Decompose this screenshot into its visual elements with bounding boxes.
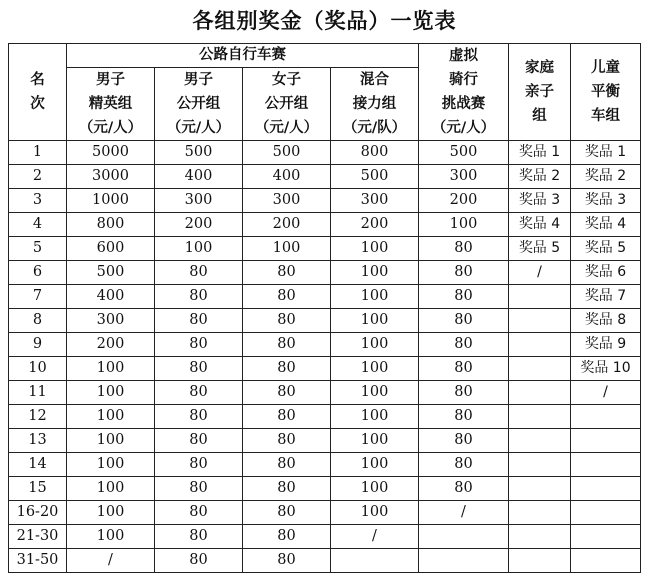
table-row	[9, 477, 641, 501]
cell-family	[509, 429, 571, 453]
cell-kids	[571, 429, 641, 453]
cell-rank: 21-30	[9, 525, 67, 549]
cell-men-elite: 400	[67, 285, 155, 309]
cell-mixed-relay	[331, 549, 419, 573]
table-row	[9, 237, 641, 261]
cell-virtual	[419, 525, 509, 549]
cell-women-open: 80	[243, 429, 331, 453]
cell-men-open: 80	[155, 453, 243, 477]
cell-virtual: 300	[419, 165, 509, 189]
cell-mixed-relay: 100	[331, 333, 419, 357]
cell-women-open: 80	[243, 381, 331, 405]
cell-mixed-relay: 100	[331, 237, 419, 261]
cell-men-open: 80	[155, 405, 243, 429]
cell-rank: 4	[9, 213, 67, 237]
cell-rank: 7	[9, 285, 67, 309]
cell-men-open: 80	[155, 261, 243, 285]
cell-virtual: /	[419, 501, 509, 525]
cell-men-elite: 300	[67, 309, 155, 333]
cell-kids: 奖品 6	[571, 261, 641, 285]
cell-kids	[571, 477, 641, 501]
cell-rank: 3	[9, 189, 67, 213]
cell-men-open: 80	[155, 549, 243, 573]
cell-kids	[571, 405, 641, 429]
header-road-group: 公路自行车赛	[67, 44, 419, 68]
cell-women-open: 500	[243, 141, 331, 165]
cell-kids: 奖品 2	[571, 165, 641, 189]
cell-mixed-relay: 200	[331, 213, 419, 237]
cell-mixed-relay: 100	[331, 357, 419, 381]
cell-family	[509, 525, 571, 549]
cell-rank: 8	[9, 309, 67, 333]
header-mixed-relay: 混合 接力组 （元/队）	[331, 68, 419, 141]
table-row	[9, 453, 641, 477]
cell-kids: 奖品 1	[571, 141, 641, 165]
cell-women-open: 80	[243, 405, 331, 429]
cell-mixed-relay: 100	[331, 477, 419, 501]
cell-kids: 奖品 4	[571, 213, 641, 237]
cell-mixed-relay: 100	[331, 261, 419, 285]
table-row	[9, 141, 641, 165]
cell-virtual	[419, 549, 509, 573]
cell-virtual: 80	[419, 285, 509, 309]
cell-rank: 14	[9, 453, 67, 477]
cell-men-elite: 600	[67, 237, 155, 261]
cell-kids	[571, 453, 641, 477]
cell-kids: /	[571, 381, 641, 405]
table-row	[9, 357, 641, 381]
cell-family	[509, 405, 571, 429]
cell-women-open: 80	[243, 261, 331, 285]
table-row	[9, 189, 641, 213]
cell-rank: 13	[9, 429, 67, 453]
cell-rank: 9	[9, 333, 67, 357]
cell-mixed-relay: 100	[331, 381, 419, 405]
cell-family	[509, 381, 571, 405]
cell-women-open: 200	[243, 213, 331, 237]
cell-virtual: 80	[419, 381, 509, 405]
cell-virtual: 80	[419, 405, 509, 429]
cell-virtual: 80	[419, 309, 509, 333]
cell-family	[509, 549, 571, 573]
cell-men-elite: /	[67, 549, 155, 573]
cell-men-open: 80	[155, 501, 243, 525]
cell-men-elite: 100	[67, 477, 155, 501]
cell-family: 奖品 2	[509, 165, 571, 189]
cell-family	[509, 285, 571, 309]
cell-family: 奖品 5	[509, 237, 571, 261]
cell-men-elite: 5000	[67, 141, 155, 165]
cell-men-elite: 100	[67, 381, 155, 405]
cell-family: /	[509, 261, 571, 285]
cell-family	[509, 309, 571, 333]
cell-women-open: 80	[243, 525, 331, 549]
cell-kids: 奖品 9	[571, 333, 641, 357]
cell-men-open: 80	[155, 477, 243, 501]
cell-rank: 1	[9, 141, 67, 165]
cell-rank: 15	[9, 477, 67, 501]
cell-virtual: 100	[419, 213, 509, 237]
cell-men-elite: 500	[67, 261, 155, 285]
cell-family	[509, 477, 571, 501]
cell-men-elite: 100	[67, 405, 155, 429]
cell-virtual: 80	[419, 357, 509, 381]
cell-family: 奖品 4	[509, 213, 571, 237]
cell-mixed-relay: 100	[331, 405, 419, 429]
cell-women-open: 80	[243, 309, 331, 333]
cell-men-open: 100	[155, 237, 243, 261]
cell-kids: 奖品 3	[571, 189, 641, 213]
cell-family	[509, 357, 571, 381]
header-virtual: 虚拟 骑行 挑战赛 （元/人）	[419, 44, 509, 141]
table-row	[9, 165, 641, 189]
cell-men-open: 80	[155, 285, 243, 309]
cell-rank: 12	[9, 405, 67, 429]
cell-men-elite: 100	[67, 525, 155, 549]
cell-mixed-relay: 500	[331, 165, 419, 189]
cell-women-open: 80	[243, 477, 331, 501]
cell-family: 奖品 1	[509, 141, 571, 165]
cell-family	[509, 453, 571, 477]
cell-rank: 31-50	[9, 549, 67, 573]
cell-virtual: 80	[419, 333, 509, 357]
cell-virtual: 80	[419, 237, 509, 261]
cell-men-open: 80	[155, 309, 243, 333]
cell-virtual: 80	[419, 453, 509, 477]
cell-family	[509, 333, 571, 357]
cell-family: 奖品 3	[509, 189, 571, 213]
table-row	[9, 285, 641, 309]
prize-table	[8, 43, 641, 573]
table-row	[9, 309, 641, 333]
cell-men-open: 80	[155, 357, 243, 381]
header-kids: 儿童 平衡 车组	[571, 44, 641, 141]
cell-men-elite: 100	[67, 453, 155, 477]
cell-virtual: 80	[419, 429, 509, 453]
cell-men-elite: 100	[67, 429, 155, 453]
cell-mixed-relay: 800	[331, 141, 419, 165]
table-row	[9, 381, 641, 405]
cell-kids: 奖品 8	[571, 309, 641, 333]
cell-women-open: 80	[243, 453, 331, 477]
header-men-elite: 男子 精英组 （元/人）	[67, 68, 155, 141]
cell-men-open: 300	[155, 189, 243, 213]
header-family: 家庭 亲子 组	[509, 44, 571, 141]
header-men-open: 男子 公开组 （元/人）	[155, 68, 243, 141]
header-rank: 名 次	[9, 44, 67, 141]
table-row	[9, 429, 641, 453]
cell-men-open: 80	[155, 333, 243, 357]
cell-women-open: 300	[243, 189, 331, 213]
cell-men-elite: 100	[67, 357, 155, 381]
cell-women-open: 100	[243, 237, 331, 261]
table-row	[9, 405, 641, 429]
cell-virtual: 500	[419, 141, 509, 165]
cell-men-open: 80	[155, 381, 243, 405]
cell-virtual: 80	[419, 261, 509, 285]
cell-men-elite: 100	[67, 501, 155, 525]
cell-men-elite: 3000	[67, 165, 155, 189]
cell-men-open: 500	[155, 141, 243, 165]
cell-women-open: 80	[243, 549, 331, 573]
cell-men-open: 200	[155, 213, 243, 237]
cell-kids	[571, 501, 641, 525]
cell-kids	[571, 525, 641, 549]
cell-mixed-relay: 100	[331, 453, 419, 477]
table-row	[9, 213, 641, 237]
cell-rank: 6	[9, 261, 67, 285]
cell-rank: 5	[9, 237, 67, 261]
cell-mixed-relay: 100	[331, 501, 419, 525]
cell-virtual: 200	[419, 189, 509, 213]
cell-women-open: 80	[243, 285, 331, 309]
cell-kids: 奖品 7	[571, 285, 641, 309]
table-row	[9, 549, 641, 573]
cell-kids: 奖品 10	[571, 357, 641, 381]
table-row	[9, 333, 641, 357]
cell-kids	[571, 549, 641, 573]
cell-women-open: 80	[243, 357, 331, 381]
table-row	[9, 261, 641, 285]
cell-men-open: 80	[155, 429, 243, 453]
cell-men-open: 400	[155, 165, 243, 189]
cell-women-open: 400	[243, 165, 331, 189]
cell-mixed-relay: 100	[331, 309, 419, 333]
cell-rank: 2	[9, 165, 67, 189]
page-title: 各组别奖金（奖品）一览表	[192, 9, 457, 33]
cell-men-open: 80	[155, 525, 243, 549]
cell-kids: 奖品 5	[571, 237, 641, 261]
cell-men-elite: 800	[67, 213, 155, 237]
cell-men-elite: 200	[67, 333, 155, 357]
cell-mixed-relay: 100	[331, 429, 419, 453]
cell-rank: 11	[9, 381, 67, 405]
cell-mixed-relay: 100	[331, 285, 419, 309]
table-row	[9, 501, 641, 525]
cell-men-elite: 1000	[67, 189, 155, 213]
cell-rank: 10	[9, 357, 67, 381]
cell-mixed-relay: /	[331, 525, 419, 549]
header-women-open: 女子 公开组 （元/人）	[243, 68, 331, 141]
cell-rank: 16-20	[9, 501, 67, 525]
cell-mixed-relay: 300	[331, 189, 419, 213]
cell-women-open: 80	[243, 501, 331, 525]
cell-virtual: 80	[419, 477, 509, 501]
prize-table-body	[9, 141, 641, 573]
cell-women-open: 80	[243, 333, 331, 357]
cell-family	[509, 501, 571, 525]
table-row	[9, 525, 641, 549]
